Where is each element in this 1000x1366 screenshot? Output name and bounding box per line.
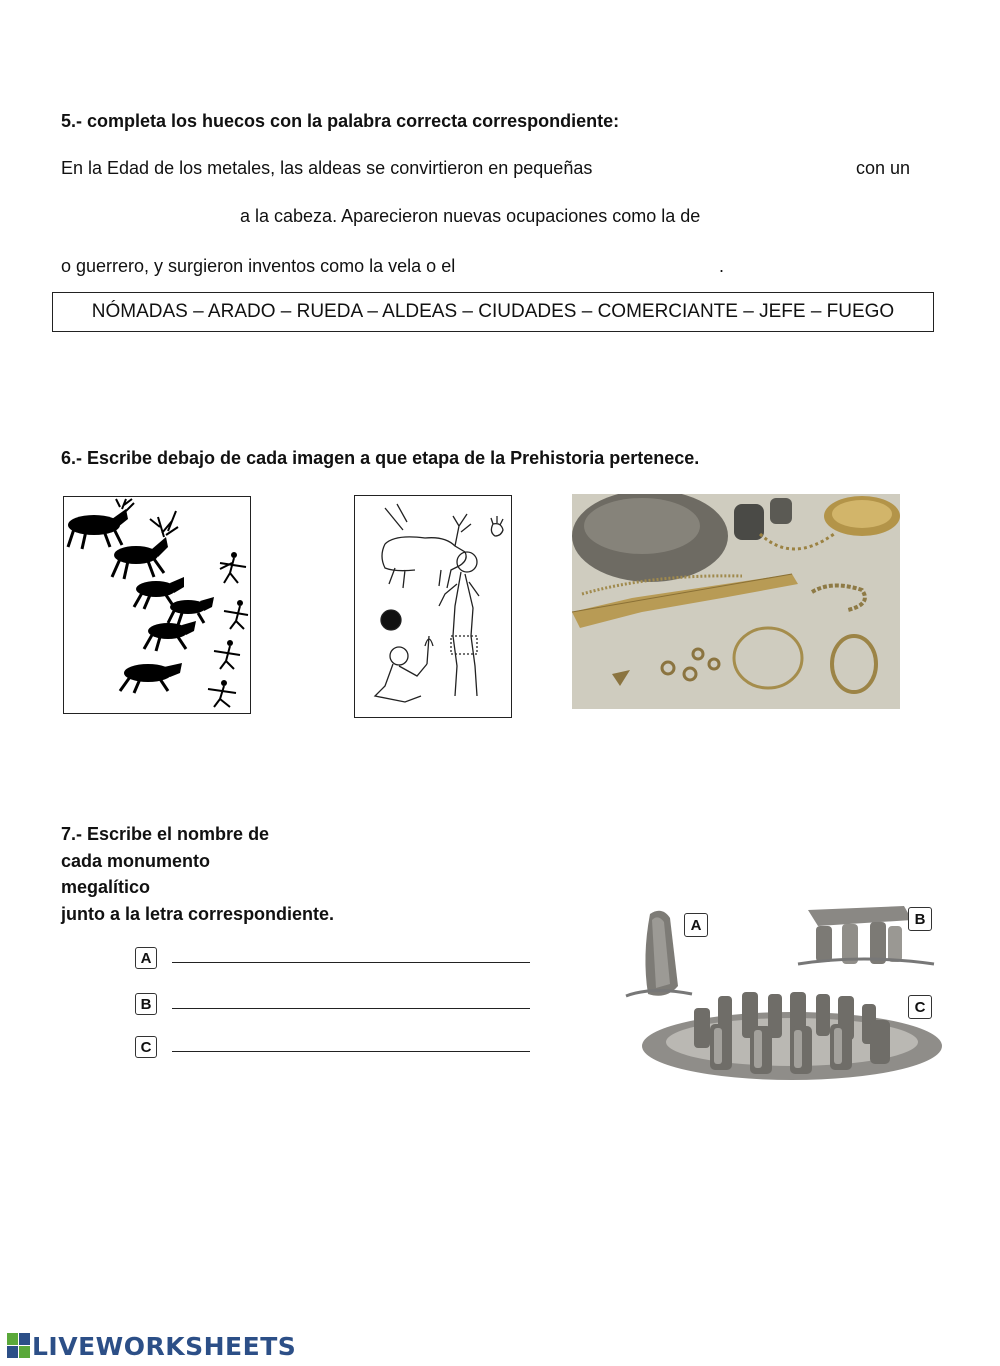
q5-blank-4[interactable]	[508, 253, 714, 279]
q5-text-line1b: con un	[856, 158, 911, 178]
q5-title: 5.- completa los huecos con la palabra correcta correspondiente:	[61, 111, 620, 131]
q7-title-line-2: cada monumento	[61, 850, 211, 871]
q5-text-line2: a la cabeza. Aparecieron nuevas ocupaciones como la de	[240, 206, 701, 226]
q7-title-line-4: junto a la letra correspondiente.	[61, 903, 335, 924]
q5-text-line3a: o guerrero, y surgieron inventos como la vela o el	[61, 256, 456, 276]
liveworksheets-logo-icon	[6, 1332, 32, 1360]
q7-title-line-1: 7.- Escribe el nombre de	[61, 824, 270, 844]
cave-artists-drawing	[355, 496, 510, 716]
megalith-drawing	[622, 896, 946, 1086]
q5-blank-2[interactable]	[61, 204, 231, 230]
word-bank-box	[52, 292, 934, 332]
answer-line-a[interactable]	[172, 962, 530, 963]
image-label-c: C	[908, 995, 932, 1019]
word-bank-text: NÓMADAS – ARADO – RUEDA – ALDEAS – CIUDADES – COMERCIANTE – JEFE – FUEGO	[91, 301, 895, 322]
image-label-b: B	[908, 907, 932, 931]
megalith-illustration	[622, 896, 946, 1086]
liveworksheets-logo[interactable]	[6, 1330, 296, 1362]
answer-letter-b: B	[135, 993, 157, 1015]
liveworksheets-logo-text: LIVEWORKSHEETS	[32, 1331, 297, 1361]
answer-letter-a: A	[135, 947, 157, 969]
cave-artists-drawing-image	[354, 495, 512, 718]
image-label-a: A	[684, 913, 708, 937]
q7-title-line-3: megalítico	[61, 877, 151, 897]
q5-text-line1a: En la Edad de los metales, las aldeas se convirtieron en pequeñas	[61, 158, 593, 178]
q5-text-line3b: .	[719, 256, 725, 276]
answer-line-c[interactable]	[172, 1051, 530, 1052]
cave-painting-image	[63, 496, 251, 714]
q7-title	[61, 821, 334, 927]
cave-painting-drawing	[64, 497, 249, 712]
q5-blank-3[interactable]	[762, 204, 934, 230]
q5-blank-1[interactable]	[662, 156, 848, 182]
answer-line-b[interactable]	[172, 1008, 530, 1009]
q6-title: 6.- Escribe debajo de cada imagen a que etapa de la Prehistoria pertenece.	[61, 448, 700, 468]
metal-artifacts-drawing	[572, 494, 900, 709]
answer-letter-c: C	[135, 1036, 157, 1058]
metal-artifacts-photo	[572, 494, 900, 709]
